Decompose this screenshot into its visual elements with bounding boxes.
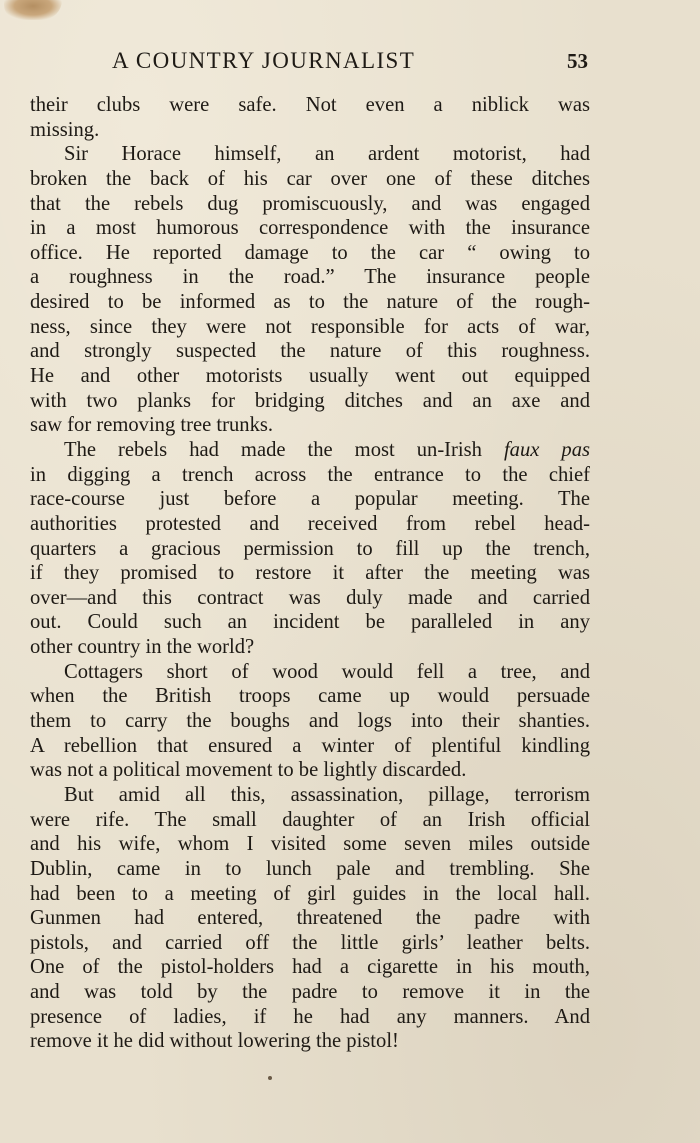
text-line: and strongly suspected the nature of this roughness. bbox=[30, 340, 590, 363]
text-line: and his wife, whom I visited some seven miles outside bbox=[30, 833, 590, 856]
text-line: other country in the world? bbox=[30, 636, 255, 659]
running-head bbox=[30, 44, 590, 78]
text-line: had been to a meeting of girl guides in the local hall. bbox=[30, 882, 590, 905]
text-line: if they promised to restore it after the meeting was bbox=[30, 562, 590, 585]
text-line: He and other motorists usually went out equipped bbox=[30, 365, 590, 388]
italic-phrase: faux pas bbox=[503, 438, 591, 461]
text-line: and was told by the padre to remove it in the bbox=[30, 981, 590, 1004]
text-line: office. He reported damage to the car “ owing to bbox=[30, 241, 590, 264]
text-line: their clubs were safe. Not even a niblick was bbox=[30, 94, 590, 116]
text-line: a roughness in the road.” The insurance people bbox=[30, 266, 590, 289]
running-head-title: A COUNTRY JOURNALIST bbox=[112, 48, 416, 73]
text-line: remove it he did without lowering the pistol! bbox=[30, 1030, 399, 1053]
text-line: was not a political movement to be lightly discarded. bbox=[30, 759, 467, 782]
text-line: authorities protested and received from rebel head- bbox=[30, 512, 590, 535]
body-text bbox=[30, 93, 590, 1054]
text-line: Gunmen had entered, threatened the padre with bbox=[30, 907, 590, 930]
text-line: The rebels had made the most un-Irish faux pas bbox=[64, 438, 591, 461]
text-line: A rebellion that ensured a winter of plentiful kindling bbox=[30, 734, 590, 757]
text-line: quarters a gracious permission to fill up the trench, bbox=[30, 537, 590, 560]
text-line: when the British troops came up would persuade bbox=[30, 685, 590, 708]
text-line: in digging a trench across the entrance to the chief bbox=[30, 463, 590, 486]
text-line: that the rebels dug promiscuously, and was engaged bbox=[30, 192, 590, 215]
text-line: broken the back of his car over one of these ditches bbox=[30, 167, 590, 190]
text-line: desired to be informed as to the nature of the rough- bbox=[30, 291, 590, 314]
text-line: Cottagers short of wood would fell a tree, and bbox=[64, 660, 590, 683]
text-line: missing. bbox=[30, 118, 100, 141]
text-line: with two planks for bridging ditches and an axe and bbox=[30, 389, 590, 412]
ink-speck bbox=[268, 1076, 272, 1080]
text-line: But amid all this, assassination, pillage, terrorism bbox=[64, 783, 590, 806]
text-line: out. Could such an incident be paralleled in any bbox=[30, 611, 590, 634]
text-line: presence of ladies, if he had any manners. And bbox=[30, 1005, 590, 1028]
text-line: over—and this contract was duly made and carried bbox=[30, 586, 590, 609]
text-line: pistols, and carried off the little girls’ leather belts. bbox=[30, 931, 590, 954]
text-line: Sir Horace himself, an ardent motorist, had bbox=[64, 143, 590, 166]
text-line: were rife. The small daughter of an Irish official bbox=[30, 808, 590, 831]
text-line: Dublin, came in to lunch pale and trembling. She bbox=[30, 857, 590, 880]
corner-stain bbox=[4, 0, 62, 20]
text-line: ness, since they were not responsible for acts of war, bbox=[30, 315, 590, 338]
text-line: One of the pistol-holders had a cigarette in his mouth, bbox=[30, 956, 590, 979]
text-line: race-course just before a popular meeting. The bbox=[30, 488, 590, 511]
text-line: them to carry the boughs and logs into their shanties. bbox=[30, 710, 590, 733]
page-number: 53 bbox=[567, 49, 588, 73]
text-line: saw for removing tree trunks. bbox=[30, 414, 274, 437]
text-line: in a most humorous correspondence with the insurance bbox=[30, 217, 590, 240]
